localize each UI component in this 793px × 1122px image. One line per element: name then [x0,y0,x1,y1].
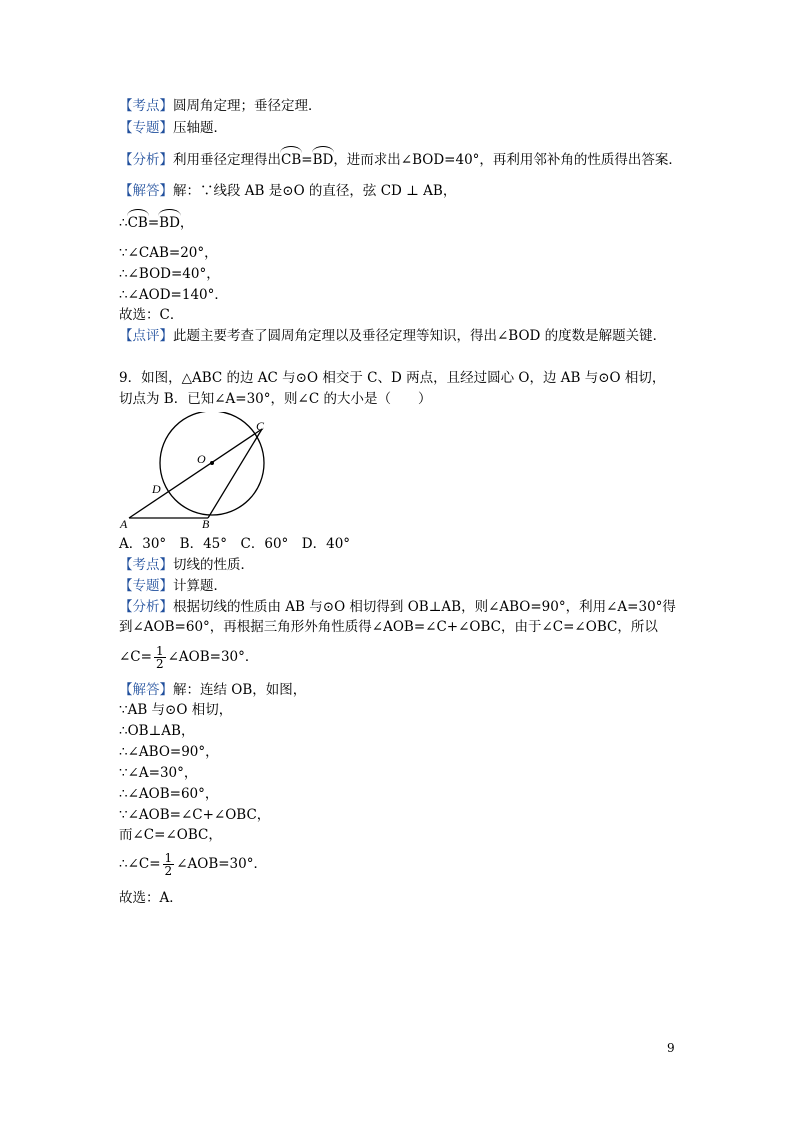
arc-cb: CB [281,152,302,168]
label-a: A [120,517,128,531]
angle-c-text: ∠C= [119,649,152,665]
comma: ， [179,215,194,231]
line-bc [208,429,262,518]
center-point [210,461,214,465]
q9-kaodian-line [119,555,254,575]
q9-step-7: 而∠C=∠OBC， [119,827,222,843]
label-b: B [202,517,210,531]
q8-dianping-line [119,326,666,346]
q9-step-8 [119,852,267,877]
q8-answer: 故选：C． [119,307,184,323]
arc-cb: CB [127,215,148,231]
fraction-numerator: 1 [155,644,164,658]
q9-stem-line-2: 切点为 B．已知∠A=30°，则∠C 的大小是（ ） [119,391,432,407]
fenxi-result: ∠AOB=30°． [167,649,259,665]
therefore-sign: ∴ [119,215,128,231]
label-d: D [152,482,161,496]
kaodian-text: 切线的性质． [173,557,254,573]
q9-options: A．30° B．45° C．60° D．40° [119,536,351,552]
dianping-tag: 【点评】 [119,328,173,344]
q8-step-2: ∵∠CAB=20°， [119,245,218,261]
zhuanti-tag: 【专题】 [119,120,173,136]
fenxi-text: 利用垂径定理得出 [173,152,281,168]
q8-kaodian-line [119,96,322,116]
q9-fenxi-line-1 [119,597,676,617]
equals-sign: = [147,215,160,231]
fraction-one-half [154,645,166,670]
q9-stem-line-1: 9．如图，△ABC 的边 AC 与⊙O 相交于 C、D 两点，且经过圆心 O，边 AB 与⊙O 相切， [119,370,666,386]
q8-step-4: ∴∠AOD=140°． [119,287,228,303]
jieda-tag: 【解答】 [119,682,173,698]
angle-c-text: ∴∠C= [119,856,161,872]
arc-bd: BD [312,152,334,168]
q8-step-3: ∴∠BOD=40°， [119,266,220,282]
fraction-numerator: 1 [164,851,173,865]
zhuanti-text: 压轴题． [173,120,227,136]
jieda-text: 解：∵线段 AB 是⊙O 的直径，弦 CD ⊥ AB， [173,183,457,199]
step-result: ∠AOB=30°． [176,856,267,872]
fenxi-tag: 【分析】 [119,152,173,168]
kaodian-text: 圆周角定理；垂径定理． [173,98,322,114]
q9-zhuanti-line [119,576,227,596]
jieda-tag: 【解答】 [119,183,173,199]
arc-bd: BD [159,215,180,231]
q9-answer: 故选：A． [119,890,183,906]
q9-geometry-figure [115,412,280,534]
q8-step-1 [119,213,193,233]
q9-fenxi-line-3 [119,645,258,670]
q8-zhuanti-line [119,118,227,138]
fenxi-text: 根据切线的性质由 AB 与⊙O 相切得到 OB⊥AB，则∠ABO=90°，利用∠A=30°得 [173,599,676,615]
fraction-one-half [163,852,175,877]
kaodian-tag: 【考点】 [119,557,173,573]
q9-step-2: ∴OB⊥AB， [119,723,195,739]
q8-fenxi-line [119,150,682,170]
fenxi-tag: 【分析】 [119,599,173,615]
label-c: C [256,419,265,433]
fenxi-text-cont: ，进而求出∠BOD=40°，再利用邻补角的性质得出答案． [333,152,682,168]
q9-fenxi-line-2: 到∠AOB=60°，再根据三角形外角性质得∠AOB=∠C+∠OBC，由于∠C=∠OBC，所以 [119,619,658,635]
label-o: O [197,452,206,466]
q9-step-4: ∵∠A=30°， [119,765,198,781]
kaodian-tag: 【考点】 [119,98,173,114]
dianping-text: 此题主要考查了圆周角定理以及垂径定理等知识，得出∠BOD 的度数是解题关键． [173,328,667,344]
q9-step-1: ∵AB 与⊙O 相切， [119,702,233,718]
fraction-denominator: 2 [164,864,173,878]
page-number: 9 [667,1041,675,1055]
jieda-text: 解：连结 OB，如图， [173,682,307,698]
equals-sign: = [301,152,313,168]
q9-step-3: ∴∠ABO=90°， [119,744,219,760]
q9-step-5: ∴∠AOB=60°， [119,786,219,802]
q9-step-6: ∵∠AOB=∠C+∠OBC， [119,807,271,823]
q9-jieda-line [119,680,306,700]
zhuanti-text: 计算题． [173,578,227,594]
zhuanti-tag: 【专题】 [119,578,173,594]
q8-jieda-line [119,181,456,201]
fraction-denominator: 2 [155,657,164,671]
